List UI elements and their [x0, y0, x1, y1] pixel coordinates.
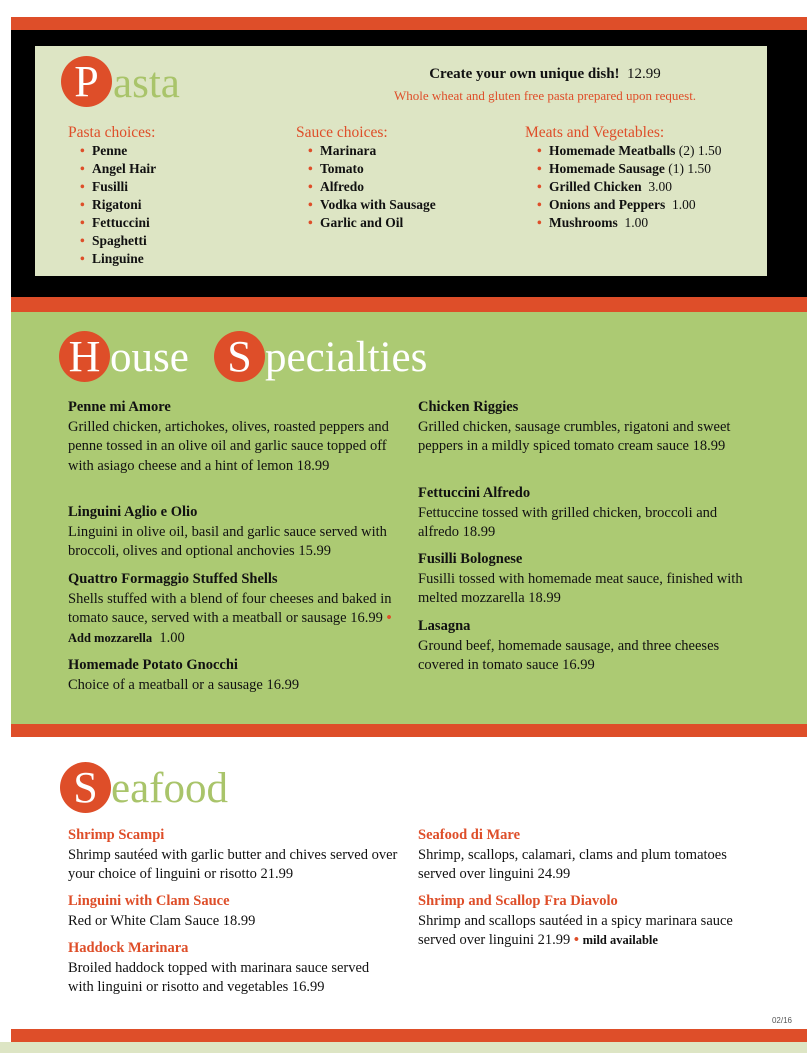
house-heading-2: pecialties: [265, 334, 428, 381]
seafood-heading: eafood: [111, 765, 228, 812]
menu-item: Lasagna Ground beef, homemade sausage, and three cheeses covered in tomato sauce 16.99: [418, 618, 720, 673]
list-item: • Rigatoni: [80, 196, 156, 214]
menu-item: Fusilli Bolognese Fusilli tossed with homemade meat sauce, finished with melted mozzarella 18.99: [418, 551, 743, 606]
house-bottom-stripe: [11, 724, 807, 737]
list-item: • Vodka with Sausage: [308, 196, 436, 214]
house-specialties-section: [11, 312, 807, 724]
menu-item: Chicken Riggies Grilled chicken, sausage crumbles, rigatoni and sweet peppers in a mildly spiced tomato cream sauce 18.99: [418, 399, 731, 454]
meats-vegetables: [525, 124, 721, 232]
bottom-band: [0, 1042, 807, 1053]
pasta-heading: asta: [113, 60, 180, 107]
list-item: • Alfredo: [308, 178, 436, 196]
sauce-choices: [296, 124, 436, 232]
list-item: • Homemade Sausage (1) 1.50: [537, 160, 721, 178]
menu-item: Linguini Aglio e Olio Linguini in olive oil, basil and garlic sauce served with broccoli, olives and optional anchovies 15.99: [68, 504, 387, 559]
meats-vegetables-title: Meats and Vegetables:: [525, 124, 665, 141]
list-item: • Tomato: [308, 160, 436, 178]
house-heading-1: ouse: [110, 334, 189, 381]
list-item: • Penne: [80, 142, 156, 160]
tagline-text: Create your own unique dish!: [429, 66, 620, 82]
pasta-choices-title: Pasta choices:: [68, 124, 156, 141]
house-drop-cap: H: [59, 331, 110, 382]
menu-item: Fettuccini Alfredo Fettuccine tossed with grilled chicken, broccoli and alfredo 18.99: [418, 485, 718, 540]
menu-item: Seafood di Mare Shrimp, scallops, calamari, clams and plum tomatoes served over linguini 24.99: [418, 827, 727, 882]
list-item: • Angel Hair: [80, 160, 156, 178]
list-item: • Marinara: [308, 142, 436, 160]
top-stripe: [11, 17, 807, 30]
bottom-stripe: [11, 1029, 807, 1042]
list-item: • Linguine: [80, 250, 156, 268]
list-item: • Fusilli: [80, 178, 156, 196]
menu-item: Linguini with Clam Sauce Red or White Clam Sauce 18.99: [68, 893, 256, 929]
list-item: • Homemade Meatballs (2) 1.50: [537, 142, 721, 160]
menu-item: Shrimp and Scallop Fra Diavolo Shrimp and scallops sautéed in a spicy marinara sauce served over linguini 21.99 • mild available: [418, 893, 733, 948]
pasta-drop-cap: P: [61, 56, 112, 107]
seafood-drop-cap: S: [60, 762, 111, 813]
list-item: • Mushrooms 1.00: [537, 214, 721, 232]
menu-item: Homemade Potato Gnocchi Choice of a meatball or a sausage 16.99: [68, 657, 300, 693]
list-item: • Grilled Chicken 3.00: [537, 178, 721, 196]
pasta-bottom-stripe: [11, 297, 807, 312]
menu-item: Shrimp Scampi Shrimp sautéed with garlic butter and chives served over your choice of linguini or risotto 21.99: [68, 827, 398, 882]
tagline-price: 12.99: [627, 66, 661, 82]
pasta-choices: [68, 124, 156, 268]
menu-item: Quattro Formaggio Stuffed Shells Shells stuffed with a blend of four cheeses and baked in tomato sauce, served with a meatball or sausage 16.99 • Add mozzarella 1.00: [68, 571, 392, 646]
list-item: • Spaghetti: [80, 232, 156, 250]
pasta-panel: [35, 46, 767, 276]
list-item: • Fettuccini: [80, 214, 156, 232]
page-code: 02/16: [771, 1016, 792, 1025]
specialties-drop-cap: S: [214, 331, 265, 382]
menu-item: Haddock Marinara Broiled haddock topped with marinara sauce served with linguini or risotto and vegetables 16.99: [68, 940, 370, 995]
menu-item: Penne mi Amore Grilled chicken, artichokes, olives, roasted peppers and penne tossed in an olive oil and garlic sauce topped off with asiago cheese and a hint of lemon 18.99: [68, 399, 389, 474]
pasta-note: Whole wheat and gluten free pasta prepared upon request.: [393, 88, 697, 103]
list-item: • Garlic and Oil: [308, 214, 436, 232]
sauce-choices-title: Sauce choices:: [296, 124, 388, 141]
pasta-tagline: [335, 66, 755, 104]
list-item: • Onions and Peppers 1.00: [537, 196, 721, 214]
